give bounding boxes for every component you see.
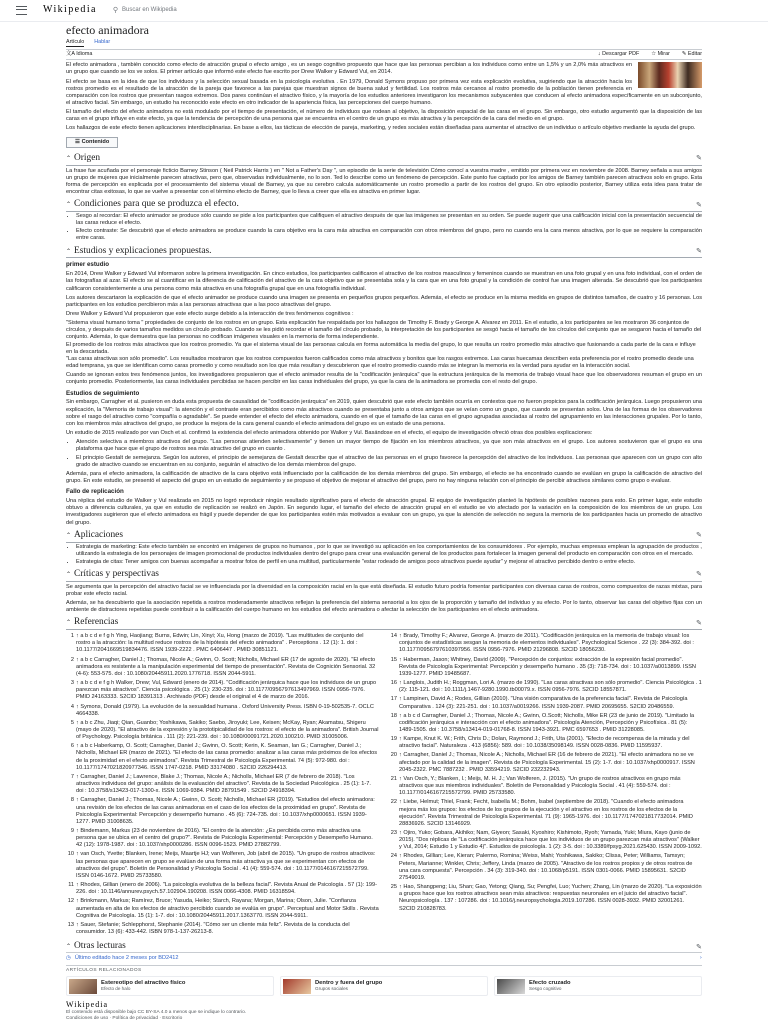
reference-number: 20 bbox=[390, 752, 397, 759]
reference-item bbox=[66, 704, 379, 718]
chevron-right-icon[interactable]: › bbox=[699, 955, 702, 962]
reference-item bbox=[389, 657, 702, 678]
related-title: Dentro y fuera del grupo bbox=[315, 980, 383, 986]
reference-item bbox=[389, 884, 702, 913]
reference-text[interactable]: ↑ Kampe, Knut K. W.; Frith, Chris D.; Dolan, Raymond J.; Frith, Uta (2001). "Efecto de recompensa de la mirada y del atractivo facial". Naturaleza . 413 (6856): 589. doi : 10.1038/35098149. ISSN 0028-0836. PMID 11595937. bbox=[399, 736, 690, 750]
reference-number: 10 bbox=[67, 851, 74, 858]
reference-text[interactable]: ↑ Liebe, Helmut; Thiel, Frank; Fecht, Isabella M.; Bohm, Isabel (septiembre de 2018). "Cuando el efecto animadora mejora más los grupos: los efectos de los grupos de la ejecución y el atractivo en los rostros de los efectos de la ejecución". Revista Trimestral de Psicología Experimental. 71 (9): 1965-1976. doi : 10.1177/1747021817732014. PMID 28836926. S2CID 13146929. bbox=[399, 799, 693, 827]
related-card[interactable] bbox=[494, 976, 702, 996]
tab-article[interactable]: Artículo bbox=[66, 39, 85, 46]
intro-paragraph: Los hallazgos de este efecto tienen aplicaciones interdisciplinarias. En base a ellos, las tácticas de elección de pareja, marketing, y redes sociales están diseñadas para aumentar el atractivo de un individuo o artículo objetivo mediante la ayuda del grupo. bbox=[66, 125, 696, 132]
section-heading-applications[interactable]: ⌃ Aplicaciones ✎ bbox=[66, 530, 702, 543]
related-articles bbox=[66, 968, 702, 996]
list-icon: ☰ bbox=[75, 138, 82, 145]
reference-text[interactable]: ↑ Lampinen, David A.; Rodes, Gillian (2010). "Una visión comparativa de la preferencia facial". Revista de Psicología Comparativa . 124 (3): 221-251. doi : 10.1037/a0019266. ISSN 1939-2087. PMID 20695655. S2CID 20486559. bbox=[399, 696, 688, 710]
reference-text[interactable]: ↑ a b c Carragher, Daniel J.; Thomas, Nicole A.; Gwinn, O. Scott; Nicholls, Michael ER (17 de agosto de 2020). "El efecto animadora es resistente a la manipulación experimental del tiempo de presentación". Revista de Cognición Sensorial. 32 (4-6): 553-575. doi : 10.1080/20445911.2020.1776718. ISSN 2044-5911. bbox=[76, 656, 376, 677]
chevron-up-icon[interactable]: ⌃ bbox=[66, 201, 72, 209]
menu-icon[interactable] bbox=[16, 6, 27, 15]
tab-talk[interactable]: Hablar bbox=[94, 39, 111, 46]
reference-item bbox=[66, 743, 379, 772]
last-modified-bar[interactable] bbox=[66, 952, 702, 966]
page-tabs bbox=[66, 39, 702, 47]
pencil-icon: ✎ bbox=[681, 51, 688, 58]
edit-section-icon[interactable]: ✎ bbox=[696, 942, 702, 951]
related-card[interactable] bbox=[280, 976, 488, 996]
section-heading-studies[interactable]: ⌃ Estudios y explicaciones propuestas. ✎ bbox=[66, 246, 702, 259]
reference-item bbox=[66, 680, 379, 701]
reference-number: 3 bbox=[70, 680, 74, 687]
chevron-up-icon[interactable]: ⌃ bbox=[66, 154, 72, 162]
intro-paragraph: El efecto animadora , también conocido como efecto de atracción grupal o efecto amigo , es un sesgo cognitivo propuesto que hace que las personas percibian a los individuos como entre un 1,5% y un 2,0% más atractivos en un grupo que cuando se los ve solos. El primer artículo que informó este efecto fue escrito por Drew Walker y Edward Vul, en 2014. bbox=[66, 62, 632, 76]
references-column-right bbox=[389, 632, 702, 938]
reference-number: 12 bbox=[67, 898, 74, 905]
reference-text[interactable]: ↑ Brady, Timothy F.; Alvarez, George A. (marzo de 2011). "Codificación jerárquica en la memoria de trabajo visual: los conjuntos de estadísticas sesgan la memoria de elementos individuales". Psychological Science . 22 (3): 384-392. doi : 10.1177/0956797610397956. ISSN 0956-7976. PMID 21296808. S2CID 18056230. bbox=[399, 633, 694, 654]
search-bar[interactable] bbox=[113, 6, 752, 15]
edit-section-icon[interactable]: ✎ bbox=[696, 570, 702, 579]
edit-section-icon[interactable]: ✎ bbox=[696, 247, 702, 256]
reference-number: 22 bbox=[390, 799, 397, 806]
intro-paragraph: El efecto se basa en la idea de que los individuos y la selección sexual basada en la psicología evolutiva . En 1979, Donald Symons propuso por primera vez esta explicación evolutiva, sugiriendo que la atracción hacia los rostros promedio es el resultado de la atracción de la pareja que favorece a las parejas que muestran signos de buena salud y fertilidad. Los rostros más cercanos al rostro promedio de la población tienen preferencia en comparación con los rostros que presentan rasgos extremos. Dos pares continúan el atractivo físico, y la mayoría de los estudios anteriores investigaron los mecanismos subyacentes que conducen al efecto animadora específicamente en un subconjunto, el atractivo facial. Sin embargo, un estudio ha reconocido este efecto en otro indicador de la apariencia física, las percepciones del cuerpo humano. bbox=[66, 78, 702, 106]
edit-section-icon[interactable]: ✎ bbox=[696, 531, 702, 540]
reference-text[interactable]: ↑ Carragher, Daniel J.; Thomas, Nicole A.; Gwinn, O. Scott; Nicholls, Michael ER (2019). "Estudios del efecto animadora: una revisión de los efectos de las caras animadoras en el caso de los efectos de la proximidad en grupo". Revista de Psicología Experimental: Percepción y desempeño humano . 45 (6): 724-735. doi : 10.1037/xhp0000651. ISSN 1939-1277. PMID 31008635. bbox=[76, 797, 375, 825]
reference-number: 13 bbox=[67, 921, 74, 928]
related-label: ARTÍCULOS RELACIONADOS bbox=[66, 968, 142, 973]
reference-number: 11 bbox=[68, 882, 74, 889]
reference-item bbox=[389, 680, 702, 694]
reference-number: 6 bbox=[70, 743, 74, 750]
references-list bbox=[66, 632, 702, 938]
reference-text[interactable]: ↑ van Osch, Yvette; Blanken, Irene; Meijs, Maartje HJ; van Wolferen, Job (abril de 2015). "Un grupo de rostros atractivos: las personas que aparecen en grupo se evalúan de una forma más atractiva ya que se experimentan con efectos de atractivos del grupo". Boletín de Personalidad y Psicología Social . 41 (4): 559-574. doi : 10.1177/0146167215572799. ISSN 0146-1672. PMID 25733580. bbox=[76, 851, 376, 879]
criticism-paragraph: Además, se ha descubierto que la asociación repetida a rostros moderadamente atractivos reflejan la preferencia del sistema sensorial a los ojos de la proporción y tamaño del individuo y su efecto. Por lo tanto, observar las caras del objetivo fijas con un ambiente de distractores repetidas puede contribuir a la calificación del cuerpo humano en los estudios del efecto animadora o afectar la selección de los participantes en el efecto animadora. bbox=[66, 600, 702, 614]
list-item: 1. "Sistema visual humano toma " propiedades de conjunto de los rostros en un grupo. Esta explicación fue respaldada por los hallazgos de Timothy F. Brady y George A. Alvarez en 2011. En el estudio, a los participantes se les mostraron 36 conjuntos de círculos, y después de varios tamaños medidos un círculo probado. Cuando se les pidió recordar el tamaño del círculo probado, la interpretación de los participantes se sesgó hacia el tamaño de los círculos del conjunto que se sesgaron hacia el tamaño del conjunto. Además, lo que demuestra que las personas no codifican imágenes visuales en la memoria de forma independiente. bbox=[66, 320, 702, 341]
section-heading-criticism[interactable]: ⌃ Críticas y perspectivas ✎ bbox=[66, 569, 702, 582]
reference-number: 4 bbox=[70, 703, 74, 710]
origin-paragraph: La frase fue acuñada por el personaje ficticio Barney Stinson ( Neil Patrick Harris ) en " Not a Father's Day ", un episodio de la serie de televisión Cómo conocí a vuestra madre , emitido por primera vez en noviembre de 2008. Barney señala a sus amigos un grupo de mujeres que inicialmente parecen atractivas, pero que, observadas individualmente, no lo son. Ted lo describe como un fenómeno de percepción. Este punto fue captado por los amigos de Barney también parecen atractivos solo en grupo. Esta forma de percepción es explicada por el procesamiento del sistema visual de Barney, ya que su cerebro calcula automáticamente un rostro promedio a partir de los rostros del grupo. En otro episodio posterior, Barney utiliza esta idea para tratar de encontrar citas exitosas, lo que se vuelve a presentar con el término efecto de Barney, que lo lleva a creer que ella es atractiva en primer lugar. bbox=[66, 167, 702, 195]
reference-item bbox=[389, 696, 702, 710]
reference-text[interactable]: ↑ Hao, Shangpeng; Liu, Shan; Gao, Yetong; Qiang, Su; Pengfei, Luo; Yuchen; Zhang, Lin (marzo de 2020). "La exposición a grupos hace que los rostros atractivos sean más atractivos: respuestas neuronales en el juicio del atractivo facial". Neuropsicología . 137 : 107286. doi : 10.1016/j.neuropsychologia.2019.107286. ISSN 0028-3932. PMID 32001261. S2CID 210828783. bbox=[399, 884, 702, 912]
reference-number: 15 bbox=[390, 656, 397, 663]
reference-text[interactable]: ↑ a b c d e f g h Walker, Drew; Vul, Edward (enero de 2014). "Codificación jerárquica hace que los individuos de un grupo parezcan más atractivos". Ciencia psicológica . 25 (1): 230-235. doi : 10.1177/0956797613497969. ISSN 0956-7976. PMID 24163333. S2CID 18391313 . Archivado (PDF) desde el original el 4 de marzo de 2016. bbox=[76, 680, 377, 701]
list-item: • Estrategia de citas: Tener amigos con buenas acompañar a mostrar fotos de perfil en una multitud, particularmente "estar rodeado de amigos poco atractivos puede ayudar" y mejorar el atractivo percibido dentro o entre efecto. bbox=[76, 559, 702, 566]
reference-text[interactable]: ↑ a b c d Carragher, Daniel J.; Thomas, Nicole A.; Gwinn, O.Scott; Nicholls, Mike ER (23 de junio de 2019). "Limitado la codificación jerárquica e interacción con el efecto animadora". Psicología Atención, Percepción y Psicofísica . 81 (5): 1489-1505. doi : 10.3758/s13414-019-01768-8. ISSN 1943-3921. PMC 6597653 . PMID 31228085. bbox=[399, 712, 695, 733]
list-item: • Sesgo al recordar: El efecto animador se produce sólo cuando se pide a los participantes que califiquen el atractivo después de que las imágenes se presentan en su orden. Se puede sugerir que una calificación inicial con la presentación secuencial de las caras reduce el efecto. bbox=[76, 213, 702, 227]
section-heading-references[interactable]: ⌃ Referencias ✎ bbox=[66, 617, 702, 630]
reference-text[interactable]: ↑ Van Osch, Y.; Blanken, I.; Meijs, M. H. J.; Van Wolferen, J. (2015). "Un grupo de rostros atractivos en grupo más atractivos que sus miembros individuales". Boletín de Personalidad y Psicología Social . 41 (4): 559-574. doi : 10.1177/0146167215572799. PMID 25733580. bbox=[399, 775, 681, 797]
license-text: El contenido está disponible bajo CC BY-SA 4.0 a menos que se indique lo contrario. bbox=[66, 1010, 247, 1016]
search-icon[interactable]: ⚲ bbox=[112, 6, 118, 15]
contents-toggle[interactable]: ☰ Contenido bbox=[66, 137, 118, 148]
reference-text[interactable]: ↑ Carragher, Daniel J.; Thomas, Nicole A.; Nicholls, Michael ER (16 de febrero de 2021). "El efecto animadora no se ve afectado por la calidad de la imagen". Revista de Psicología Experimental. 15 (2): 1-7. doi : 10.1037/xhp0000917. ISSN 2045-2322. PMC 7887232 . PMID 33594219. S2CID 232232943. bbox=[399, 752, 695, 773]
language-button[interactable]: 文A Idioma bbox=[66, 51, 93, 58]
reference-item bbox=[389, 736, 702, 750]
list-item: • El principio Gestalt de semejanza. Según los autores, el principio de semejanza de Gestalt describe que el atractivo de las personas en el grupo favorece la percepción del atractivo de los individuos. Las personas que aparecen con un grupo con alto grado de atractivo cuando se encuentran en su conjunto, seguirán el atractivo de los demás miembros del grupo. bbox=[76, 455, 702, 469]
reference-number: 7 bbox=[70, 773, 74, 780]
reference-item bbox=[66, 633, 379, 654]
reference-number: 9 bbox=[70, 828, 74, 835]
related-card[interactable] bbox=[66, 976, 274, 996]
top-header bbox=[0, 0, 768, 22]
list-item: • Atención selectiva a miembros atractivos del grupo. "Las personas atienden selectivamente" y tienen un mayor tiempo de fijación en los miembros atractivos, ya que son más atractivos en el grupo. Los autores sostuvieron que el grupo es una plataforma que hace que el grupo de rostros sea más atractivo del grupo en cuanto . bbox=[76, 439, 702, 453]
study-paragraph: Un estudio de 2015 realizado por van Osch et al. confirmó la existencia del efecto animadora obtenido por Walker y Vul. Basándose en el efecto, el equipo de investigación ofreció otras dos posibles explicaciones: bbox=[66, 430, 593, 437]
related-title: Efecto cruzado bbox=[529, 980, 571, 986]
footer-links[interactable]: Condiciones de uso · Política de privacidad · Escritorio bbox=[66, 1016, 183, 1022]
last-modified-text[interactable]: Último editado hace 2 meses por BD2412 bbox=[74, 955, 179, 962]
reference-text[interactable]: ↑ Langlois, Judith H.; Roggman, Lori A. (marzo de 1990). "Las caras atractivas son sólo promedio". Ciencia Psicológica . 1 (2): 115-121. doi : 10.1111/j.1467-9280.1990.tb00079.x. ISSN 0956-7976. S2CID 18557871. bbox=[399, 680, 702, 694]
translate-icon: 文A bbox=[66, 51, 77, 58]
reference-item bbox=[389, 752, 702, 773]
criticism-paragraph: Se argumenta que la percepción del atractivo facial se ve influenciada por la diversidad en la composición racial en la que está diseñada. El estudio futuro podría fomentar participantes con diversas caras de rostros, como compuestos de razas mixtas, para probar este efecto racial. bbox=[66, 583, 702, 597]
related-thumbnail bbox=[283, 979, 311, 994]
related-desc: Sesgo cognitivo bbox=[529, 986, 562, 992]
list-item: • Efecto contraste: Se descubrió que el efecto animadora se produce cuando la cara objetivo era la cara más atractiva en comparación con otros miembros del grupo, pero no cuando era la cara menos atractiva, por lo que se requiere la comparación entre caras. bbox=[76, 228, 702, 242]
watch-button[interactable]: ☆ Mirar bbox=[651, 51, 670, 58]
reference-number: 14 bbox=[390, 633, 397, 640]
download-icon: ↓ bbox=[597, 51, 603, 58]
reference-text[interactable]: ↑ a b c d e f g h Ying, Haojiang; Burns, Edwin; Lin, Xinyi; Xu, Hong (marzo de 2019). "Las multitudes de conjunto del rostro a la atracción: la multitud reduce rostros de la hipótesis del efecto animadora" . Perceptions . 12 (1): 1. doi : 10.1177/2041669519834476. ISSN 1939-2222 . PMC 6406447 . PMID 30851121. bbox=[76, 633, 364, 654]
chevron-up-icon[interactable]: ⌃ bbox=[66, 619, 72, 627]
reference-item bbox=[66, 882, 379, 896]
reference-number: 19 bbox=[390, 736, 397, 743]
section-heading-conditions[interactable]: ⌃ Condiciones para que se produzca el efecto. ✎ bbox=[66, 199, 702, 212]
edit-section-icon[interactable]: ✎ bbox=[696, 154, 702, 163]
reference-number: 21 bbox=[390, 775, 397, 782]
reference-text[interactable]: ↑ Rhodes, Gillian (enero de 2006). "La psicología evolutiva de la belleza facial". Revista Anual de Psicología . 57 (1): 199-226. doi : 10.1146/annurev.psych.57.102904.190208. ISSN 0066-4308. PMID 16318594. bbox=[76, 882, 377, 896]
reference-number: 1 bbox=[70, 633, 74, 640]
list-item: • Estrategia de marketing: Este efecto también se encontró en imágenes de grupos no humanos , por lo que se investigó su aplicación en los comportamientos de los consumidores . Por ejemplo, muchas empresas emplean la agrupación de productos , utilizando la estrategia de los personajes de imagen promocional de productos individuales dentro del grupo para crear una evaluación general de los productos para fortalecer la imagen general del producto en comparación con otros en el mercado. bbox=[76, 544, 702, 558]
reference-text[interactable]: ↑ a b c Haberkamp, O. Scott; Carragher, Daniel J.; Gwinn, O. Scott; Kerin, K. Seaman, Ian G.; Carragher, Daniel J.; Nicholls, Michael ER (marzo de 2021). "El efecto de las caras promedio: analizar a las caras más próximos de los efectos de la proximidad en el efecto animadora". Revista Trimestral de Psicología Experimental. 74 (5): 972-980. doi : 10.1177/1747021820977346. ISSN 1747-0218. PMID 33174080 . S2CID 226294413. bbox=[76, 743, 378, 771]
reference-item bbox=[389, 713, 702, 734]
related-title: Estereotipo del atractivo físico bbox=[101, 980, 186, 986]
study-paragraph: Una réplica del estudio de Walker y Vul realizada en 2015 no logró reproducir ningún resultado significativo para el efecto de atracción grupal. El equipo de investigación planteó la hipótesis de posibles razones para esto. En primer lugar, este estudio obtuvo a diferencia culturales, ya que en estudio de replicación se realizó en Japón. En segundo lugar, el tamaño del efecto de atracción grupal en el estudio se vio afectado por la variación en la composición de los miembros de un grupo. Los investigadores sugirieron que el efecto animadora es frágil y puede depender de que los participantes estén más motivados a evaluar con un grupo, ya que la atención de selección no segura la memoria de los participantes hacia un promedio de atractivo del grupo. bbox=[66, 498, 702, 526]
reference-number: 23 bbox=[390, 830, 397, 837]
reference-text[interactable]: ↑ Rhodes, Gillian; Lee, Kieran; Palermo, Romina; Weiss, Mahi; Yoshikawa, Sakiko; Clissa, Peter; Williams, Tamsyn; Peters, Marianne; Winkler, Chris; Jeffery, Linda (marzo de 2005). "Atractivo de los rostros propios y de otros rostros de una cara compuesta". Percepción . 34 (3): 319-340. doi : 10.1068/p5191. ISSN 0301-0066. PMID 15895631. S2CID 27549019. bbox=[399, 853, 693, 881]
study-paragraph: Además, para el efecto animadora, la calificación de atractivo de la cara objetivo está influenciado por la calificación de los demás miembros del grupo. Sin embargo, el efecto se ha encontrado cuando se evalúan en grupo la calificación de atractivo del grupo. En este estudio, se presentó el aspecto del grupo en un estudio de seguimiento y se propuso el objetivo de mejorar el atractivo del grupo, pero no hay ninguna relación con el principio de percibir atractivos similares como grupo o evaluar. bbox=[66, 470, 702, 485]
reference-number: 2 bbox=[70, 656, 74, 663]
chevron-up-icon[interactable]: ⌃ bbox=[66, 571, 72, 579]
edit-button[interactable]: ✎ Editar bbox=[681, 51, 702, 58]
related-desc: Efecto de halo bbox=[101, 986, 131, 992]
reference-text[interactable]: ↑ Sauer, Stefanie; Schlepphorst, Stephanie (2014). "Cómo ser un cliente más feliz". Revista de la conducta del consumidor. 13 (6): 433-442. ISBN 978-1-137-26213-8. bbox=[76, 921, 350, 936]
study-paragraph: En 2014, Drew Walker y Edward Vul informaron sobre la primera investigación. En cinco estudios, los participantes calificaron el atractivo de los rostros masculinos y femeninos cuando se muestran en una foto grupal y en una foto individual, con el orden de las fotografías al azar. El efecto se al cuantificar en la diferencia de calificación del atractivo de la cara objetivo que se presentaba sola y la cara que en una foto grupal y la condición de control fue una imagen alterada. Se descubrió que los participantes calificaron consistentemente a una persona como más atractiva en una fotografía grupal que en una fotografía individual. bbox=[66, 271, 702, 292]
reference-text[interactable]: ↑ Brinkmann, Markus; Ramírez, Bruce; Yasuda, Heiko; Starch, Rayana; Morgan, Marina; Olson, Julie. "Confianza aumentada en alta de los efectos de atractivo percibido cuando se evalúa en grupo". Perceptual and Motor Skills . Revista Cognitiva de Psicología. 15 (1): 1-7. doi : 10.1080/20445911.2017.1363770. ISSN 2044-5911. bbox=[76, 898, 379, 919]
intro-paragraph: El tamaño del efecto del efecto animadora no está modulado por el tiempo de presentación, el número de individuos que rodean al objetivo, la disposición espacial de las caras en el grupo. Sin embargo, otro estudio argumentó que la disposición de las caras en el grupo influye en este efecto, ya que la tendencia de percepción de una persona que se encuentra en el centro de un grupo es más atractiva y la percepción de la cara del medio en el grupo. bbox=[66, 109, 702, 123]
reference-item bbox=[389, 830, 702, 851]
reference-item bbox=[389, 853, 702, 882]
download-pdf-button[interactable]: ↓ Descargar PDF bbox=[597, 51, 640, 58]
edit-section-icon[interactable]: ✎ bbox=[696, 200, 702, 209]
reference-item bbox=[66, 774, 379, 795]
reference-text[interactable]: ↑ Symons, Donald (1979). La evolución de la sexualidad humana . Oxford University Press. ISBN 0-19-502535-7. OCLC 4664338. bbox=[76, 703, 374, 717]
reference-item bbox=[66, 720, 379, 741]
subsection-heading: Fallo de replicación bbox=[66, 488, 124, 496]
reference-text[interactable]: ↑ Ojiro, Yuko; Gobara, Akihiko; Nam, Giyeon; Sasaki, Kyoshiro; Kishimoto, Ryoh; Yamada, Yuki; Miura, Kayo (junio de 2015). "Dos réplicas de "La codificación jerárquica hace que los individuos de un grupo parezcan más atractivos" (Walker y Vul, 2014; Estudio 1 y Estudio 4)". Estudios de psicología. 1 (2): 3-5. doi : 10.3389/fpsyg.2021.625430. ISSN 2009-1092. bbox=[399, 830, 702, 851]
list-item: 2. El promedio de los rostros más atractivos que los rostros promedio. Ya que el sistema visual de las personas calcula en forma automática la media del grupo, lo que resulta un rostro promedio más atractivo que fusionando a cada parte de la cara e influye en la descartada. bbox=[66, 342, 702, 356]
reference-text[interactable]: ↑ Carragher, Daniel J.; Lawrence, Blake J.; Thomas, Nicole A.; Nicholls, Michael ER (7 de febrero de 2018). "Los atractivos individuos del grupo: análisis de la evaluación del atractivo". Revista de la Sociedad Psicológica . 25 (1): 1-7. doi : 10.3758/s13423-017-1300-x. ISSN 1069-9384. PMID 28791549 . S2CID 24918394. bbox=[76, 773, 371, 795]
references-column-left bbox=[66, 632, 379, 938]
reference-number: 18 bbox=[390, 712, 397, 719]
subsection-heading: primer estudio bbox=[66, 261, 109, 269]
reference-item bbox=[389, 633, 702, 654]
section-heading-origin[interactable]: ⌃ Origen ✎ bbox=[66, 153, 702, 166]
reference-number: 5 bbox=[70, 719, 74, 726]
chevron-up-icon[interactable]: ⌃ bbox=[66, 247, 72, 255]
footer-logo: Wikipedia bbox=[66, 1000, 108, 1009]
reference-number: 8 bbox=[70, 797, 74, 804]
page-toolbar bbox=[66, 49, 702, 60]
reference-item bbox=[66, 922, 379, 936]
chevron-up-icon[interactable]: ⌃ bbox=[66, 943, 72, 951]
reference-item bbox=[66, 828, 379, 849]
reference-item bbox=[66, 797, 379, 826]
reference-item bbox=[389, 799, 702, 828]
related-desc: Grupos sociales bbox=[315, 986, 348, 992]
reference-number: 24 bbox=[390, 853, 397, 860]
section-heading-further-reading[interactable]: ⌃ Otras lecturas ✎ bbox=[66, 941, 702, 952]
page-title: efecto animadora bbox=[66, 23, 149, 37]
reference-item bbox=[66, 851, 379, 880]
reference-text[interactable]: ↑ a b c Zhu, Jiaqi; Qian, Guanbo; Yoshikawa, Sakiko; Saebo, Jiroyuki; Lee, Keisen; McKay, Ryan; Akamatsu, Shigeru (mayo de 2020). "El atractivo de la expresión y la prototipicalidad de los rostros: el efecto de la animadora". British Journal of Psychology. Psicología británica . 111 (2): 221-239. doi : 10.1080/00091721.2020.100210. PMID 31005006. bbox=[76, 719, 379, 741]
page-footer bbox=[66, 1000, 702, 1022]
study-paragraph: Drew Walker y Edward Vul propusieron que este efecto surge debido a la interacción de tres fenómenos cognitivos : bbox=[66, 310, 354, 317]
edit-section-icon[interactable]: ✎ bbox=[696, 618, 702, 627]
reference-number: 25 bbox=[390, 884, 397, 891]
clock-icon: ◷ bbox=[66, 955, 71, 962]
study-paragraph: Los autores descartaron la explicación de que el efecto animador se produce cuando una imagen se presenta en pequeños grupos pequeños. Además, el efecto se produce en la misma medida en grupos de distintos tamaños, de cuatro y 16 personas. Los participantes en los estudios percibieron más a las personas atractivas que a las poco atractivas del grupo. bbox=[66, 294, 702, 308]
article-content bbox=[66, 22, 702, 952]
reference-item bbox=[389, 776, 702, 797]
reference-text[interactable]: ↑ Bindemann, Markus (23 de noviembre de 2016). "El centro de la atención: ¿Es percibida como más atractiva una persona que se ubica en el centro del grupo?". Revista de Psicología Experimental: Percepción y Desempeño Humano. 42 (12): 1978-1987. doi : 10.1037/xhp0000286. ISSN 0096-1523. PMID 27882799. bbox=[76, 828, 373, 849]
study-paragraph: Cuando se ignoran estos tres fenómenos juntos, los investigadores propusieron que el efecto animador resulta de la "codificación jerárquica" que la estructura jerárquica de la memoria de trabajo visual hace que los observadores resuman el grupo en un conjunto promedio. Posteriormente, las caras individuales percibidas se hacen percibir en las caras individuales del grupo, ya que la cara de la animadora se promedia con el resto del grupo. bbox=[66, 372, 702, 386]
study-paragraph: Sin embargo, Carragher et al. pusieron en duda esta propuesta de causalidad de "codificación jerárquica" en 2019, quien descubrió que este efecto también ocurría en contextos que no fueron propicios para la codificación jerárquica. Luego propusieron una explicación, la "Memoria de trabajo visual": la atención y el contraste eran percibidos como más atractivos cuando se presentaba junto a otros amigos que se veían como un grupo, que cuando se presentan solos. Una de las formas de los observadores sobre el rasgo del atractivo como "compañía o agradable". Se puede entender el efecto del efecto animadora, cuando en el que el tamaño de las caras en el grupo agrupadas asociadas al rostro del agrupamiento en las interacciones grupales. Por lo tanto, con los miembros más atractivos del grupo, se produce la mejora de la cara general cuando el efecto animadora del grupo es un estado de una persona. bbox=[66, 399, 702, 427]
reference-text[interactable]: ↑ Haberman, Jason; Whitney, David (2009). "Percepción de conjuntos: extracción de la expresión facial promedio". Revista de Psicología Experimental: Percepción y desempeño humano . 35 (3): 718-734. doi : 10.1037/a0013899. ISSN 1939-1277. PMID 19485687. bbox=[399, 656, 696, 677]
related-thumbnail bbox=[497, 979, 525, 994]
reference-number: 17 bbox=[390, 696, 397, 703]
subsection-heading: Estudios de seguimiento bbox=[66, 389, 140, 397]
reference-item bbox=[66, 657, 379, 678]
related-thumbnail bbox=[69, 979, 97, 994]
reference-item bbox=[66, 898, 379, 919]
wikipedia-logo[interactable]: Wikipedia bbox=[43, 4, 97, 16]
list-item: 3. "Las caras atractivas son sólo promedio". Los resultados mostraron que los rostros compuestos fueron calificados como más atractivos y bonitos que los rasgos extremos. Las caras huecamas describen esta preferencia por el rostro promedio desde una edad temprana, ya que se identifican como caras promedio y como resultado son los que más resultan y descubrieron que el rostro promedio cuando más se integran la memoria es la verdad para ayudar en la interacción social. bbox=[66, 356, 702, 370]
search-input[interactable]: Buscar en Wikipedia bbox=[122, 6, 177, 13]
star-icon: ☆ bbox=[651, 51, 658, 58]
reference-number: 16 bbox=[390, 680, 397, 687]
chevron-up-icon[interactable]: ⌃ bbox=[66, 531, 72, 539]
lead-image[interactable] bbox=[638, 62, 702, 88]
